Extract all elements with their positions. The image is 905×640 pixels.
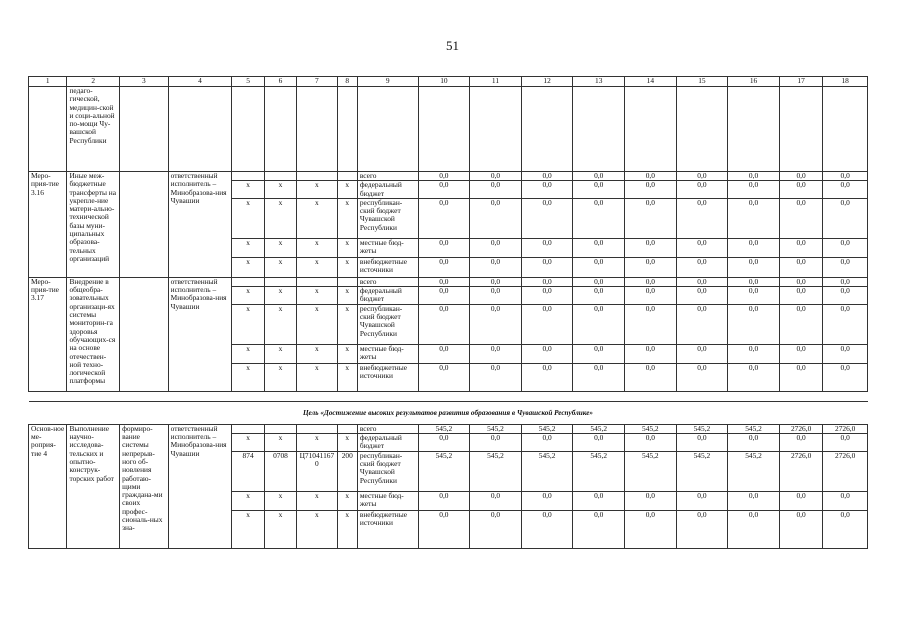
budget-code-cell: Ц710411670 (297, 451, 337, 491)
amount-cell: 0,0 (470, 304, 522, 344)
page-number: 51 (446, 38, 459, 53)
amount-cell: 0,0 (573, 434, 625, 452)
amount-cell: 0,0 (573, 304, 625, 344)
column-number-cell: 13 (573, 77, 625, 87)
budget-code-cell: x (337, 434, 357, 452)
amount-cell: 0,0 (823, 491, 868, 510)
funding-source-cell: федеральный бюджет (357, 181, 418, 199)
amount-cell: 0,0 (728, 510, 780, 548)
amount-cell: 545,2 (625, 424, 677, 433)
funding-source-cell: внебюджетные источники (357, 510, 418, 548)
amount-cell: 0,0 (418, 304, 470, 344)
empty-cell (521, 87, 573, 172)
amount-cell: 0,0 (625, 434, 677, 452)
budget-code-cell: x (297, 181, 337, 199)
goal-cell (120, 172, 169, 278)
budget-code-cell: x (264, 287, 296, 305)
amount-cell: 0,0 (823, 363, 868, 391)
budget-code-cell: 0708 (264, 451, 296, 491)
measure-name-cell: Выполнение научно-исследова-тельских и опытно-конструк-торских работ (67, 424, 120, 548)
amount-cell: 0,0 (779, 181, 823, 199)
amount-cell: 0,0 (779, 238, 823, 257)
amount-cell: 0,0 (728, 491, 780, 510)
amount-cell: 0,0 (521, 238, 573, 257)
budget-code-cell (264, 424, 296, 433)
column-number-cell: 17 (779, 77, 823, 87)
budget-table (28, 76, 868, 549)
amount-cell: 0,0 (728, 304, 780, 344)
budget-code-cell: x (297, 238, 337, 257)
budget-code-cell: x (297, 510, 337, 548)
measure-name-cell: Внедрение в общеобра-зовательных организаци-ях системы мониторин-га здоровья обучающих-ся на основе отечествен-ной техно-логической платформы (67, 277, 120, 391)
budget-code-cell: x (337, 257, 357, 277)
goal-cell (120, 277, 169, 391)
goal-row (29, 401, 868, 424)
amount-cell: 0,0 (625, 344, 677, 363)
budget-code-cell: x (337, 181, 357, 199)
amount-cell: 0,0 (521, 277, 573, 286)
budget-code-cell: x (264, 257, 296, 277)
amount-cell: 0,0 (625, 363, 677, 391)
budget-code-cell: x (297, 257, 337, 277)
funding-source-cell: внебюджетные источники (357, 363, 418, 391)
amount-cell: 0,0 (676, 257, 728, 277)
amount-cell: 0,0 (823, 172, 868, 181)
amount-cell: 0,0 (676, 363, 728, 391)
budget-code-cell: x (297, 434, 337, 452)
amount-cell: 0,0 (676, 238, 728, 257)
amount-cell: 2726,0 (779, 451, 823, 491)
amount-cell: 0,0 (573, 181, 625, 199)
executor-cell: ответственный исполнитель – Минобразова-ния Чувашии (168, 277, 232, 391)
column-number-cell: 14 (625, 77, 677, 87)
empty-cell (120, 87, 169, 172)
amount-cell: 0,0 (728, 172, 780, 181)
budget-code-cell: x (264, 491, 296, 510)
amount-cell: 0,0 (418, 434, 470, 452)
budget-code-cell: x (264, 510, 296, 548)
column-number-cell: 5 (232, 77, 264, 87)
amount-cell: 545,2 (470, 424, 522, 433)
budget-code-cell: x (232, 510, 264, 548)
budget-code-cell: 874 (232, 451, 264, 491)
amount-cell: 0,0 (418, 257, 470, 277)
amount-cell: 0,0 (779, 344, 823, 363)
amount-cell: 0,0 (470, 344, 522, 363)
amount-cell: 0,0 (573, 287, 625, 305)
column-number-cell: 11 (470, 77, 522, 87)
budget-code-cell (232, 277, 264, 286)
empty-cell (728, 87, 780, 172)
amount-cell: 0,0 (573, 172, 625, 181)
funding-source-cell: внебюджетные источники (357, 257, 418, 277)
amount-cell: 0,0 (823, 287, 868, 305)
column-number-cell: 15 (676, 77, 728, 87)
amount-cell: 0,0 (521, 491, 573, 510)
amount-cell: 0,0 (779, 434, 823, 452)
column-number-cell: 18 (823, 77, 868, 87)
amount-cell: 0,0 (573, 344, 625, 363)
executor-cell: ответственный исполнитель – Минобразова-ния Чувашии (168, 424, 232, 548)
budget-code-cell: 200 (337, 451, 357, 491)
column-number-cell: 7 (297, 77, 337, 87)
amount-cell: 0,0 (418, 198, 470, 238)
budget-code-cell (264, 172, 296, 181)
budget-code-cell: x (232, 238, 264, 257)
amount-cell: 0,0 (521, 172, 573, 181)
amount-cell: 0,0 (470, 181, 522, 199)
funding-source-cell: местные бюд-жеты (357, 238, 418, 257)
funding-row (29, 277, 868, 286)
budget-code-cell (232, 172, 264, 181)
goal-title: Цель «Достижение высоких результатов развития образования в Чувашской Республике» (29, 401, 868, 424)
amount-cell: 0,0 (573, 198, 625, 238)
amount-cell: 0,0 (823, 510, 868, 548)
amount-cell: 0,0 (418, 491, 470, 510)
budget-code-cell: x (337, 510, 357, 548)
column-number-cell: 9 (357, 77, 418, 87)
amount-cell: 0,0 (625, 491, 677, 510)
amount-cell: 0,0 (470, 198, 522, 238)
amount-cell: 0,0 (521, 363, 573, 391)
amount-cell: 545,2 (728, 451, 780, 491)
budget-code-cell: x (337, 344, 357, 363)
amount-cell: 0,0 (823, 257, 868, 277)
funding-source-cell: местные бюд-жеты (357, 491, 418, 510)
budget-code-cell: x (297, 491, 337, 510)
amount-cell: 0,0 (418, 344, 470, 363)
amount-cell: 0,0 (573, 491, 625, 510)
amount-cell: 0,0 (823, 344, 868, 363)
budget-code-cell: x (232, 181, 264, 199)
amount-cell: 0,0 (418, 238, 470, 257)
empty-cell (823, 87, 868, 172)
amount-cell: 0,0 (779, 198, 823, 238)
budget-code-cell (337, 277, 357, 286)
amount-cell: 0,0 (676, 277, 728, 286)
empty-cell (264, 87, 296, 172)
budget-code-cell: x (337, 304, 357, 344)
empty-cell (470, 87, 522, 172)
amount-cell: 0,0 (823, 277, 868, 286)
amount-cell: 0,0 (625, 510, 677, 548)
amount-cell: 0,0 (470, 434, 522, 452)
budget-code-cell: x (297, 344, 337, 363)
budget-code-cell (264, 277, 296, 286)
amount-cell: 0,0 (823, 434, 868, 452)
amount-cell: 0,0 (779, 304, 823, 344)
budget-code-cell: x (232, 434, 264, 452)
measure-name-cell: Иные меж-бюджетные трансферты на укрепле-ние матери-ально-технической базы муни-ципальных образова-тельных организаций (67, 172, 120, 278)
budget-code-cell: x (232, 344, 264, 363)
amount-cell: 0,0 (779, 363, 823, 391)
amount-cell: 0,0 (676, 491, 728, 510)
amount-cell: 0,0 (521, 198, 573, 238)
budget-code-cell (297, 277, 337, 286)
column-number-cell: 8 (337, 77, 357, 87)
amount-cell: 545,2 (573, 451, 625, 491)
column-number-cell: 3 (120, 77, 169, 87)
amount-cell: 0,0 (470, 257, 522, 277)
amount-cell: 0,0 (676, 181, 728, 199)
goal-cell: формиро-вание системы непрерыв-ного об-новления работаю-щими граждана-ми своих профес-сиональ-ных зна- (120, 424, 169, 548)
column-number-cell: 2 (67, 77, 120, 87)
amount-cell: 2726,0 (779, 424, 823, 433)
amount-cell: 0,0 (470, 510, 522, 548)
amount-cell: 0,0 (573, 510, 625, 548)
budget-code-cell: x (264, 198, 296, 238)
amount-cell: 0,0 (779, 491, 823, 510)
amount-cell: 2726,0 (823, 424, 868, 433)
empty-cell (418, 87, 470, 172)
amount-cell: 545,2 (470, 451, 522, 491)
amount-cell: 0,0 (676, 344, 728, 363)
amount-cell: 0,0 (728, 363, 780, 391)
amount-cell: 0,0 (625, 304, 677, 344)
amount-cell: 0,0 (676, 510, 728, 548)
empty-cell (29, 87, 67, 172)
funding-source-cell: республикан-ский бюджет Чувашской Республики (357, 451, 418, 491)
budget-code-cell: x (264, 363, 296, 391)
amount-cell: 0,0 (779, 287, 823, 305)
amount-cell: 0,0 (728, 344, 780, 363)
funding-row (29, 424, 868, 433)
amount-cell: 0,0 (823, 181, 868, 199)
amount-cell: 0,0 (521, 434, 573, 452)
amount-cell: 545,2 (521, 424, 573, 433)
amount-cell: 0,0 (418, 277, 470, 286)
amount-cell: 0,0 (521, 181, 573, 199)
amount-cell: 0,0 (521, 287, 573, 305)
funding-source-cell: республикан-ский бюджет Чувашской Республики (357, 304, 418, 344)
column-number-cell: 10 (418, 77, 470, 87)
empty-cell (168, 87, 232, 172)
empty-cell (357, 87, 418, 172)
amount-cell: 0,0 (779, 277, 823, 286)
amount-cell: 0,0 (676, 172, 728, 181)
column-number-cell: 4 (168, 77, 232, 87)
amount-cell: 545,2 (418, 451, 470, 491)
amount-cell: 0,0 (418, 287, 470, 305)
budget-code-cell: x (297, 363, 337, 391)
amount-cell: 0,0 (521, 344, 573, 363)
continued-description-cell: педаго-гической, медицин-ской и соци-альной по-мощи Чу-вашской Республики (67, 87, 120, 172)
amount-cell: 0,0 (573, 277, 625, 286)
spacer-row (29, 391, 868, 401)
funding-source-cell: местные бюд-жеты (357, 344, 418, 363)
amount-cell: 0,0 (625, 257, 677, 277)
column-number-row (29, 77, 868, 87)
empty-cell (573, 87, 625, 172)
budget-code-cell: x (337, 198, 357, 238)
budget-code-cell: x (264, 434, 296, 452)
amount-cell: 0,0 (418, 363, 470, 391)
budget-code-cell: x (232, 257, 264, 277)
continuation-row (29, 87, 868, 172)
amount-cell: 0,0 (823, 304, 868, 344)
amount-cell: 0,0 (728, 238, 780, 257)
column-number-cell: 16 (728, 77, 780, 87)
empty-cell (779, 87, 823, 172)
amount-cell: 0,0 (521, 304, 573, 344)
budget-code-cell (232, 424, 264, 433)
amount-cell: 0,0 (728, 434, 780, 452)
amount-cell: 0,0 (625, 287, 677, 305)
measure-id-cell: Меро-прия-тие 3.16 (29, 172, 67, 278)
amount-cell: 545,2 (573, 424, 625, 433)
amount-cell: 0,0 (625, 181, 677, 199)
executor-cell: ответственный исполнитель – Минобразова-ния Чувашии (168, 172, 232, 278)
empty-cell (625, 87, 677, 172)
amount-cell: 0,0 (625, 198, 677, 238)
budget-code-cell: x (297, 198, 337, 238)
amount-cell: 0,0 (728, 198, 780, 238)
budget-code-cell: x (232, 287, 264, 305)
funding-source-cell: всего (357, 277, 418, 286)
budget-code-cell (297, 424, 337, 433)
amount-cell: 0,0 (728, 257, 780, 277)
amount-cell: 545,2 (676, 451, 728, 491)
amount-cell: 0,0 (573, 257, 625, 277)
amount-cell: 545,2 (521, 451, 573, 491)
amount-cell: 0,0 (470, 363, 522, 391)
amount-cell: 0,0 (418, 172, 470, 181)
amount-cell: 0,0 (823, 198, 868, 238)
amount-cell: 2726,0 (823, 451, 868, 491)
budget-code-cell: x (232, 198, 264, 238)
measure-id-cell: Основ-ное ме-роприя-тие 4 (29, 424, 67, 548)
amount-cell: 545,2 (418, 424, 470, 433)
amount-cell: 0,0 (470, 491, 522, 510)
amount-cell: 0,0 (625, 172, 677, 181)
amount-cell: 0,0 (779, 510, 823, 548)
amount-cell: 0,0 (676, 198, 728, 238)
budget-code-cell: x (297, 287, 337, 305)
amount-cell: 0,0 (728, 181, 780, 199)
amount-cell: 0,0 (779, 257, 823, 277)
budget-code-cell: x (232, 363, 264, 391)
budget-code-cell: x (297, 304, 337, 344)
budget-code-cell: x (337, 287, 357, 305)
column-number-cell: 1 (29, 77, 67, 87)
amount-cell: 0,0 (573, 238, 625, 257)
empty-cell (232, 87, 264, 172)
funding-source-cell: всего (357, 172, 418, 181)
amount-cell: 545,2 (676, 424, 728, 433)
amount-cell: 0,0 (676, 434, 728, 452)
budget-code-cell: x (264, 238, 296, 257)
amount-cell: 0,0 (470, 238, 522, 257)
amount-cell: 0,0 (823, 238, 868, 257)
column-number-cell: 6 (264, 77, 296, 87)
empty-cell (297, 87, 337, 172)
amount-cell: 0,0 (418, 181, 470, 199)
funding-source-cell: республикан-ский бюджет Чувашской Республики (357, 198, 418, 238)
amount-cell: 0,0 (470, 287, 522, 305)
budget-code-cell: x (264, 181, 296, 199)
amount-cell: 0,0 (470, 172, 522, 181)
amount-cell: 545,2 (728, 424, 780, 433)
funding-source-cell: федеральный бюджет (357, 434, 418, 452)
budget-code-cell: x (264, 344, 296, 363)
funding-row (29, 172, 868, 181)
budget-code-cell: x (232, 491, 264, 510)
amount-cell: 0,0 (625, 238, 677, 257)
amount-cell: 0,0 (470, 277, 522, 286)
amount-cell: 0,0 (521, 510, 573, 548)
amount-cell: 0,0 (521, 257, 573, 277)
budget-code-cell: x (337, 238, 357, 257)
amount-cell: 0,0 (728, 287, 780, 305)
budget-code-cell: x (337, 491, 357, 510)
budget-code-cell: x (337, 363, 357, 391)
amount-cell: 0,0 (779, 172, 823, 181)
measure-id-cell: Меро-прия-тие 3.17 (29, 277, 67, 391)
amount-cell: 0,0 (625, 277, 677, 286)
column-number-cell: 12 (521, 77, 573, 87)
empty-cell (676, 87, 728, 172)
budget-code-cell (337, 172, 357, 181)
amount-cell: 0,0 (418, 510, 470, 548)
budget-code-cell: x (264, 304, 296, 344)
budget-code-cell (337, 424, 357, 433)
budget-code-cell: x (232, 304, 264, 344)
amount-cell: 0,0 (728, 277, 780, 286)
budget-code-cell (297, 172, 337, 181)
amount-cell: 545,2 (625, 451, 677, 491)
funding-source-cell: федеральный бюджет (357, 287, 418, 305)
amount-cell: 0,0 (676, 287, 728, 305)
amount-cell: 0,0 (676, 304, 728, 344)
amount-cell: 0,0 (573, 363, 625, 391)
funding-source-cell: всего (357, 424, 418, 433)
empty-cell (337, 87, 357, 172)
